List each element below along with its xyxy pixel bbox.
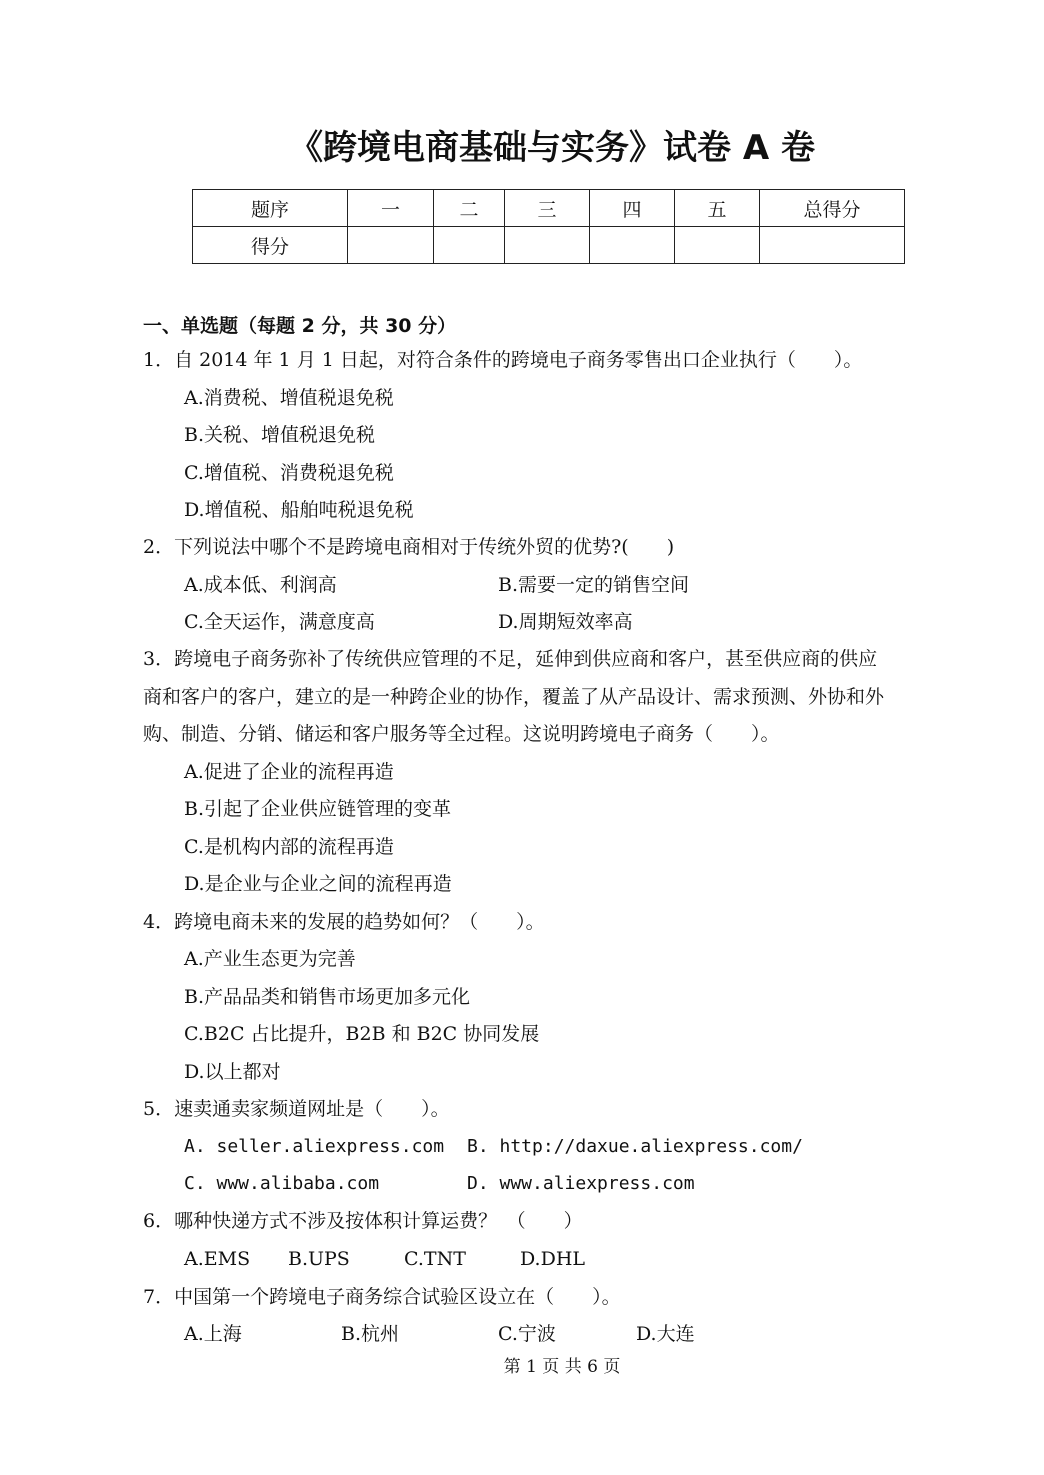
- question-4-option-d: D.以上都对: [184, 1061, 281, 1083]
- question-4-option-c: C.B2C 占比提升，B2B 和 B2C 协同发展: [184, 1023, 540, 1045]
- question-5-stem: 5．速卖通卖家频道网址是（ ）。: [143, 1098, 450, 1120]
- question-2-option-a: A.成本低、利润高: [184, 574, 337, 596]
- question-1-option-c: C.增值税、消费税退免税: [184, 462, 394, 484]
- question-6-option-d: D.DHL: [520, 1248, 586, 1270]
- question-6-stem: 6．哪种快递方式不涉及按体积计算运费？ （ ）: [143, 1210, 583, 1232]
- question-6-option-c: C.TNT: [404, 1248, 466, 1270]
- question-3-option-b: B.引起了企业供应链管理的变革: [184, 798, 452, 820]
- score-cell: [590, 227, 675, 264]
- header-cell: 题序: [193, 190, 348, 227]
- question-3-option-c: C.是机构内部的流程再造: [184, 836, 394, 858]
- score-cell: [675, 227, 760, 264]
- question-1-stem: 1．自 2014 年 1 月 1 日起，对符合条件的跨境电子商务零售出口企业执行（ ）。: [143, 349, 863, 371]
- question-7-option-c: C.宁波: [498, 1323, 556, 1345]
- score-table-score-row: [193, 227, 905, 264]
- score-table-header-row: [193, 190, 905, 227]
- header-cell: 三: [505, 190, 590, 227]
- header-cell: 一: [348, 190, 434, 227]
- page-footer: 第 1 页 共 6 页: [503, 1357, 621, 1377]
- score-cell: [434, 227, 505, 264]
- question-7-option-b: B.杭州: [341, 1323, 400, 1345]
- question-3-option-d: D.是企业与企业之间的流程再造: [184, 873, 452, 895]
- question-3-option-a: A.促进了企业的流程再造: [184, 761, 394, 783]
- question-7-option-d: D.大连: [636, 1323, 695, 1345]
- header-cell: 二: [434, 190, 505, 227]
- section-heading: 一、单选题（每题 2 分，共 30 分）: [143, 315, 457, 337]
- question-4-stem: 4．跨境电商未来的发展的趋势如何？（ ）。: [143, 911, 545, 933]
- score-cell: [348, 227, 434, 264]
- question-3-stem-line-3: 购、制造、分销、储运和客户服务等全过程。这说明跨境电子商务（ ）。: [143, 723, 780, 745]
- question-2-stem: 2．下列说法中哪个不是跨境电商相对于传统外贸的优势?( ): [143, 536, 675, 558]
- header-cell: 四: [590, 190, 675, 227]
- question-1-option-a: A.消费税、增值税退免税: [184, 387, 394, 409]
- question-5-option-c: C. www.alibaba.com: [184, 1173, 380, 1194]
- header-cell: 总得分: [760, 190, 905, 227]
- question-6-option-b: B.UPS: [288, 1248, 350, 1270]
- score-cell: [760, 227, 905, 264]
- exam-title: 《跨境电商基础与实务》试卷 A 卷: [289, 128, 815, 168]
- question-7-option-a: A.上海: [184, 1323, 242, 1345]
- question-4-option-a: A.产业生态更为完善: [184, 948, 356, 970]
- question-4-option-b: B.产品品类和销售市场更加多元化: [184, 986, 471, 1008]
- score-table: [192, 189, 905, 264]
- row-label-cell: 得分: [193, 227, 348, 264]
- question-7-stem: 7．中国第一个跨境电子商务综合试验区设立在（ ）。: [143, 1286, 621, 1308]
- question-5-option-d: D. www.aliexpress.com: [467, 1173, 695, 1194]
- question-2-option-d: D.周期短效率高: [498, 611, 633, 633]
- score-cell: [505, 227, 590, 264]
- question-2-option-c: C.全天运作，满意度高: [184, 611, 375, 633]
- question-1-option-b: B.关税、增值税退免税: [184, 424, 376, 446]
- question-1-option-d: D.增值税、船舶吨税退免税: [184, 499, 414, 521]
- question-3-stem-line-2: 商和客户的客户，建立的是一种跨企业的协作，覆盖了从产品设计、需求预测、外协和外: [143, 686, 885, 708]
- header-cell: 五: [675, 190, 760, 227]
- question-6-option-a: A.EMS: [184, 1248, 251, 1270]
- question-3-stem-line-1: 3．跨境电子商务弥补了传统供应管理的不足，延伸到供应商和客户，甚至供应商的供应: [143, 648, 878, 670]
- question-5-option-a: A. seller.aliexpress.com: [184, 1136, 445, 1157]
- question-2-option-b: B.需要一定的销售空间: [498, 574, 690, 596]
- question-5-option-b: B. http://daxue.aliexpress.com/: [467, 1136, 803, 1157]
